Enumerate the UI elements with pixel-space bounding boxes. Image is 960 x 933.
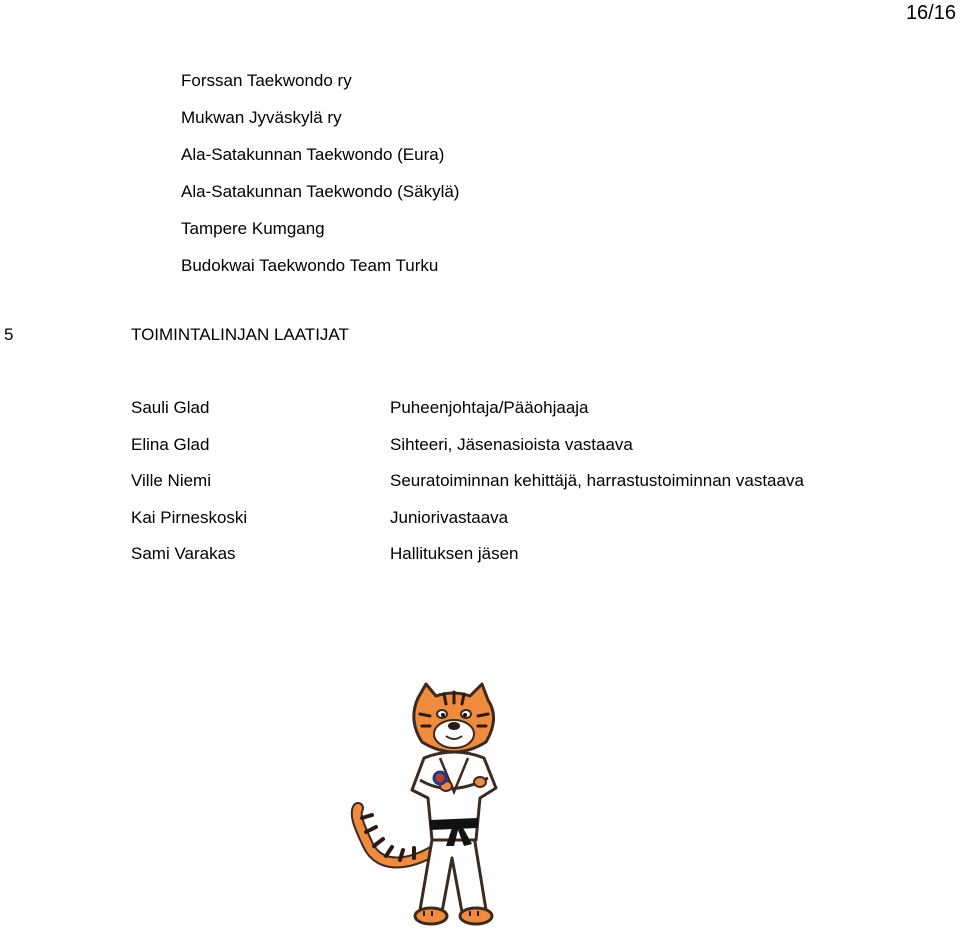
author-role: Juniorivastaava: [390, 507, 509, 527]
table-row: [131, 507, 891, 544]
section-heading: [0, 324, 700, 348]
authors-table: [131, 397, 891, 580]
author-name: Sauli Glad: [131, 398, 210, 417]
table-row: [131, 543, 891, 580]
list-item: Ala-Satakunnan Taekwondo (Eura): [181, 145, 445, 164]
list-item: Mukwan Jyväskylä ry: [181, 108, 342, 127]
author-name: Ville Niemi: [131, 471, 211, 490]
list-item: Tampere Kumgang: [181, 219, 325, 238]
table-row: [131, 470, 891, 507]
author-role: Puheenjohtaja/Pääohjaaja: [390, 398, 589, 417]
list-item: Forssan Taekwondo ry: [181, 71, 352, 90]
table-row: [131, 397, 891, 434]
section-title: TOIMINTALINJAN LAATIJAT: [131, 325, 349, 344]
list-item: Budokwai Taekwondo Team Turku: [181, 256, 439, 275]
author-name: Kai Pirneskoski: [131, 507, 248, 527]
section-number: 5: [4, 325, 14, 344]
list-item: Ala-Satakunnan Taekwondo (Säkylä): [181, 182, 460, 201]
author-role: Sihteeri, Jäsenasioista vastaava: [390, 434, 633, 454]
author-role: Seuratoiminnan kehittäjä, harrastustoiminnan vastaava: [390, 471, 804, 490]
author-name: Elina Glad: [131, 434, 210, 454]
author-name: Sami Varakas: [131, 544, 236, 563]
author-role: Hallituksen jäsen: [390, 544, 519, 563]
taekwondo-tiger-mascot-icon: [340, 680, 540, 933]
club-list: [181, 70, 459, 292]
table-row: [131, 434, 891, 471]
page-number: 16/16: [905, 2, 956, 24]
